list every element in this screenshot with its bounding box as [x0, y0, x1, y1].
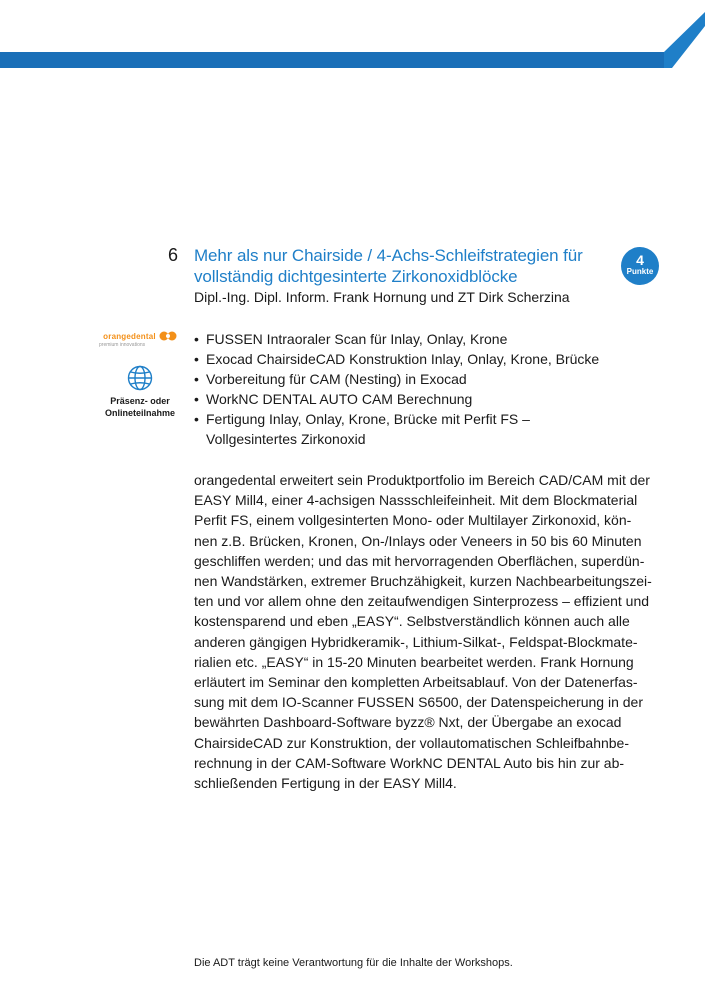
- format-line: Präsenz- oder: [110, 396, 170, 406]
- globe-icon: [127, 365, 153, 391]
- paragraph-line: ten und vor allem ohne den zeitaufwendigen Sinterprozess – effizient und: [194, 593, 650, 610]
- participation-format: [96, 395, 184, 419]
- sponsor-logo-tagline: premium innovations: [99, 342, 146, 348]
- list-item-text: • FUSSEN Intraoraler Scan für Inlay, Onlay, Krone: [206, 331, 508, 347]
- points-badge: [621, 247, 659, 285]
- format-line: Onlineteilnahme: [104, 408, 175, 418]
- paragraph-line: anderen gängigen Hybridkeramik-, Lithium-Silkat-, Feldspat-Blockmate-: [194, 633, 638, 650]
- list-item-text: • Exocad ChairsideCAD Konstruktion Inlay, Onlay, Krone, Brücke: [206, 351, 600, 367]
- paragraph-line: nen z.B. Brücken, Kronen, On-/Inlays oder Veneers in 50 bis 60 Minuten: [194, 532, 642, 549]
- list-item-text: • WorkNC DENTAL AUTO CAM Berechnung: [206, 391, 473, 407]
- paragraph-line: nen Wandstärken, extremer Bruchzähigkeit, kurzen Nachbearbeitungszei-: [194, 573, 652, 590]
- list-item: [194, 409, 634, 449]
- paragraph-line: bewährten Dashboard-Software byzz® Nxt, der Übergabe an exocad: [194, 714, 622, 731]
- paragraph-line: EASY Mill4, einer 4-achsigen Nassschleifeinheit. Mit dem Blockmaterial: [194, 492, 638, 509]
- list-item-text: Vollgesintertes Zirkonoxid: [206, 431, 366, 447]
- list-item: [194, 329, 634, 349]
- topic-list: [194, 329, 634, 449]
- list-item: [194, 369, 634, 389]
- paragraph-line: ChairsideCAD zur Konstruktion, der vollautomatischen Schleifbahnbe-: [194, 734, 629, 751]
- speakers: Dipl.-Ing. Dipl. Inform. Frank Hornung und ZT Dirk Scherzina: [194, 289, 570, 305]
- paragraph-line: orangedental erweitert sein Produktportfolio im Bereich CAD/CAM mit der: [194, 472, 650, 488]
- orangedental-mark-icon: [159, 331, 177, 341]
- list-item-text: • Fertigung Inlay, Onlay, Krone, Brücke mit Perfit FS –: [206, 411, 530, 427]
- footer-disclaimer: Die ADT trägt keine Verantwortung für die Inhalte der Workshops.: [194, 957, 513, 969]
- points-unit: Punkte: [626, 267, 654, 276]
- paragraph-line: Perfit FS, einem vollgesinterten Mono- oder Multilayer Zirkonoxid, kön-: [194, 512, 632, 529]
- list-item: [194, 389, 634, 409]
- points-value: 4: [636, 252, 644, 268]
- session-title: [194, 245, 614, 287]
- session-title-line: Mehr als nur Chairside / 4-Achs-Schleifstrategien für: [194, 246, 583, 265]
- sponsor-logo-name: orangedental: [103, 331, 156, 341]
- paragraph-line: rialien etc. „EASY“ in 15-20 Minuten bearbeitet werden. Frank Hornung: [194, 653, 634, 670]
- paragraph-line: geschliffen werden; und das mit hervorragenden Oberflächen, superdün-: [194, 552, 645, 569]
- sponsor-logo: [96, 330, 184, 342]
- paragraph-line: sung mit dem IO-Scanner FUSSEN S6500, der Datenspeicherung in der: [194, 694, 644, 711]
- session-number: 6: [168, 245, 179, 265]
- sponsor-block: [96, 330, 184, 419]
- list-item: [194, 349, 634, 369]
- list-item-text: • Vorbereitung für CAM (Nesting) in Exocad: [206, 371, 467, 387]
- description-paragraph: [194, 470, 664, 793]
- paragraph-line: kostensparend und eben „EASY“. Selbstverständlich können auch alle: [194, 613, 630, 630]
- paragraph-line: erläutert im Seminar den kompletten Arbeitsablauf. Von der Datenerfas-: [194, 674, 638, 691]
- header-banner: [0, 0, 705, 80]
- paragraph-line: schließenden Fertigung in der EASY Mill4.: [194, 775, 457, 792]
- paragraph-line: rechnung in der CAM-Software WorkNC DENTAL Auto bis hin zur ab-: [194, 754, 625, 771]
- session-title-line: vollständig dichtgesinterte Zirkonoxidblöcke: [194, 267, 518, 286]
